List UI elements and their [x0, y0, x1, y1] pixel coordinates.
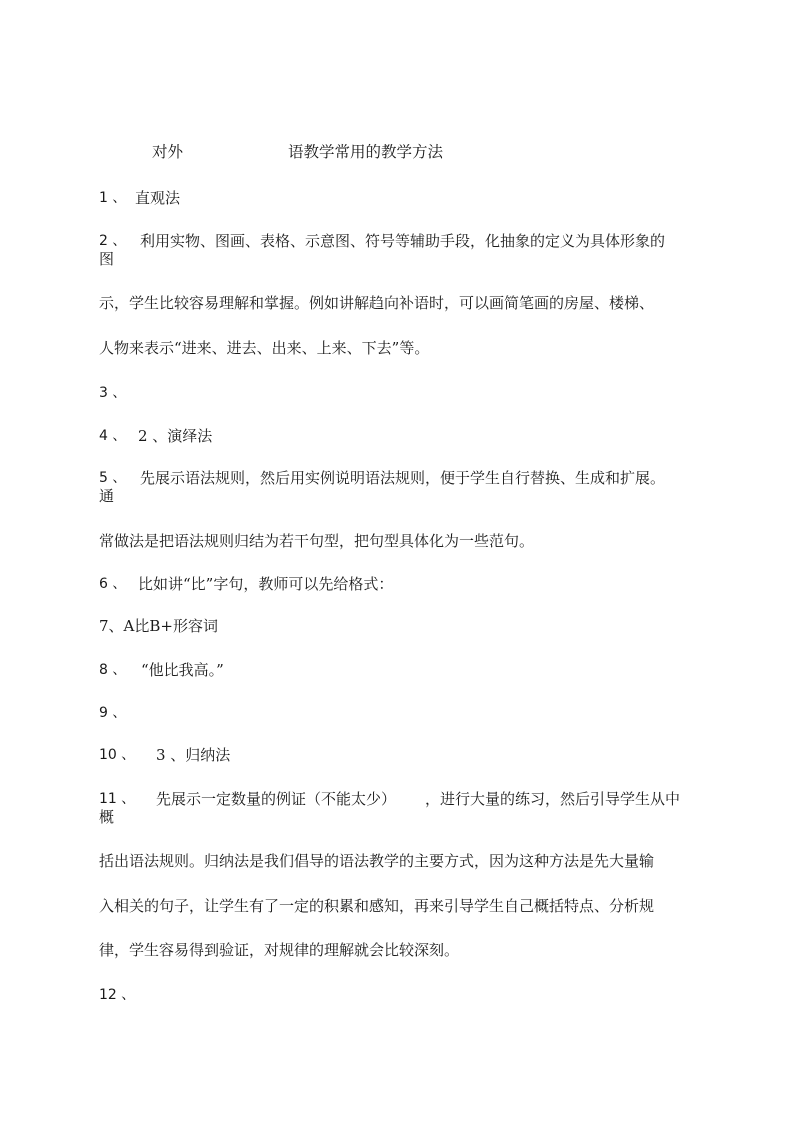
- line-text: 2 、演绎法: [138, 427, 213, 445]
- line-number: 6 、: [99, 576, 127, 592]
- line-text: ，进行大量的练习，然后引导学生从中: [425, 790, 681, 808]
- line-text: 直观法: [135, 189, 181, 207]
- line-number: 2 、: [99, 233, 127, 249]
- line-text: 利用实物、图画、表格、示意图、符号等辅助手段，化抽象的定义为具体形象的: [140, 232, 666, 250]
- line-number: 10 、: [99, 747, 136, 763]
- line-text: 概: [99, 808, 115, 826]
- line-text: 图: [99, 250, 115, 268]
- line-text: 比如讲“比”字句，教师可以先给格式：: [138, 575, 394, 593]
- title-left: 对外: [152, 143, 184, 161]
- line-number: 1 、: [99, 190, 127, 206]
- line-text: 7、A比B+形容词: [99, 617, 218, 635]
- line-text: 3 、归纳法: [156, 746, 231, 764]
- line-text: 人物来表示“进来、进去、出来、上来、下去”等。: [99, 339, 430, 357]
- line-number: 3 、: [99, 385, 127, 401]
- title-right: 语教学常用的教学方法: [288, 143, 444, 161]
- line-text: 律，学生容易得到验证，对规律的理解就会比较深刻。: [99, 941, 460, 959]
- line-text: 括出语法规则。归纳法是我们倡导的语法教学的主要方式，因为这种方法是先大量输: [99, 852, 655, 870]
- line-number: 9 、: [99, 705, 127, 721]
- line-text: 通: [99, 487, 115, 505]
- line-number: 5 、: [99, 470, 127, 486]
- line-number: 8 、: [99, 662, 127, 678]
- line-number: 4 、: [99, 428, 127, 444]
- line-text: “他比我高。”: [141, 661, 224, 679]
- line-text: 常做法是把语法规则归结为若干句型，把句型具体化为一些范句。: [99, 532, 535, 550]
- line-text: 示，学生比较容易理解和掌握。例如讲解趋向补语时，可以画简笔画的房屋、楼梯、: [99, 294, 655, 312]
- line-number: 11 、: [99, 791, 136, 807]
- line-text: 先展示一定数量的例证（不能太少）: [156, 790, 397, 808]
- line-number: 12 、: [99, 987, 136, 1003]
- line-text: 入相关的句子，让学生有了一定的积累和感知，再来引导学生自己概括特点、分析规: [99, 897, 655, 915]
- line-text: 先展示语法规则，然后用实例说明语法规则，便于学生自行替换、生成和扩展。: [140, 469, 666, 487]
